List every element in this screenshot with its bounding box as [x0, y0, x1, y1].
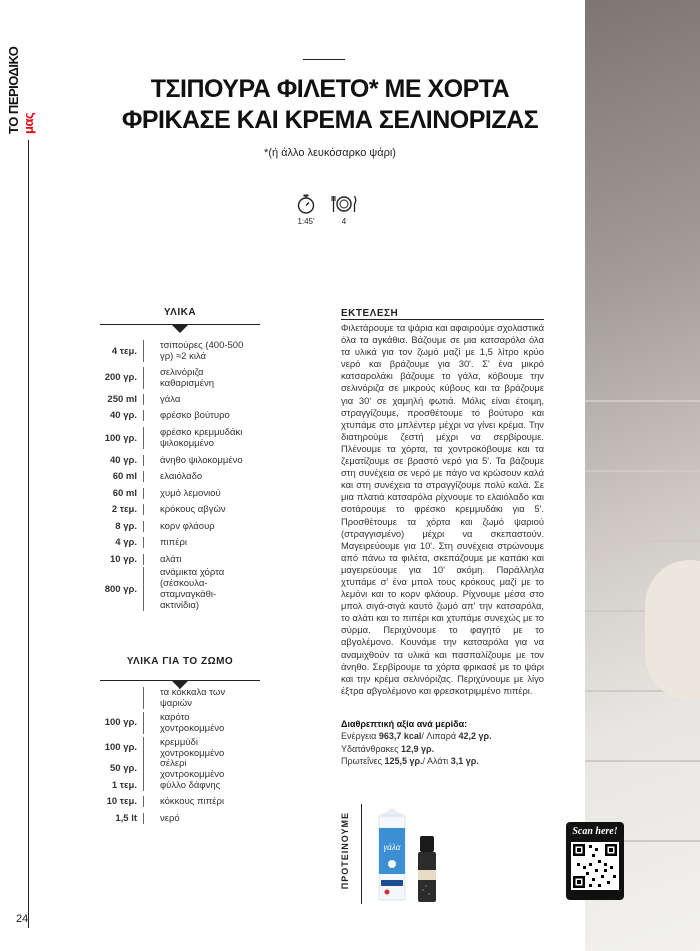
ingredients-title: ΥΛΙΚΑ — [163, 307, 197, 318]
svg-text:γάλα: γάλα — [383, 842, 401, 852]
instructions-text: Φιλετάρουμε τα ψάρια και αφαιρούμε σχολαστικά όλα τα αγκάθια. Βάζουμε σε μια κατσαρόλα όλα τα υλικά για τον ζωμό μαζί με 1,5 λίτρο κρύο νερό και βράζουμε για 30'. Σ' ένα μικρό κατσαρολάκι βάζουμε το γάλα, κόβουμε την σελινόριζα σε μικρούς κύβους και τα βράζουμε για 30' σε χαμηλή φωτιά. Μόλις είναι έτοιμη, στραγγίζουμε, προσθέτουμε το βούτυρο και χτυπάμε στο μπλέντερ μέχρι να γίνει κρέμα. Την διατηρούμε ζεστή μέχρι να σερβίρουμε. Πλένουμε τα χόρτα, τα χοντροκόβουμε και τα ζεματίζουμε σε βραστό νερό για 5'. Τα βάζουμε στη συνέχεια σε νερό με πάγο να κρώσουν καλά και στη συνέχεια τα στραγγίζουμε πολύ καλά. Σε μια πλατιά κατσαρόλα ρίχνουμε το ελαιόλαδο και σοτάρουμε το φρέσκο κρεμμυδάκι για 5'. Προσθέτουμε τα χόρτα και ζωμό ψαριού (στραγγισμένο) μέχρι να σκεπαστούν. Μαγειρεύουμε για 10'. Στη συνέχεια στρώνουμε από πάνω τα φιλέτα, σκεπάζουμε με καπάκι και μαγειρεύουμε για 10' ακόμη. Παράλληλα χτυπάμε σ' ένα μπολ τους κρόκους μαζί με το λεμόνι και το κορν φλάουρ. Ρίχνουμε μέσα στο μπολ σιγά-σιγά καυτό ζωμό απ' την κατσαρόλα, το αλάτι και το πιπέρι και χτυπάμε συνεχώς με το σύρμα. Περιχύνουμε το φαγητό με το αβγολέμονο. Κουνάμε την κατσαρόλα για να αναμιχθούν τα υλικά και πασπαλίζουμε με τον άνηθο. Σερβίρουμε τα χόρτα φρικασέ με το ψάρι και την κρέμα σελινόριζας. Περιχύνουμε με λίγο έξτρα αβγολέμονο και φρεσκοτριμμένο πιπέρι. — [341, 322, 544, 696]
brand-name: ΤΟ ΠΕΡΙΟΔΙΚΟ — [6, 46, 21, 134]
ingredient-row — [100, 793, 270, 810]
milk-carton-image[interactable] — [375, 806, 409, 902]
ingredient-row — [100, 424, 270, 452]
ingredient-qty: 200 γρ. — [104, 372, 137, 383]
ingredient-name: καρότο χοντροκομμένο — [143, 712, 246, 734]
ingredient-qty: 4 γρ. — [115, 537, 137, 548]
ingredient-name: κορν φλάουρ — [143, 521, 246, 532]
ingredient-qty: 8 γρ. — [115, 520, 137, 532]
ingredient-name: πιπέρι — [143, 537, 246, 548]
nutrition-line: Ενέργεια 963,7 kcal/ Λιπαρά 42,2 γρ. — [341, 731, 492, 742]
left-margin-rule — [28, 140, 29, 928]
title-line-1: ΤΣΙΠΟΥΡΑ ΦΙΛΕΤΟ* ΜΕ ΧΟΡΤΑ — [150, 75, 510, 103]
recipe-title — [110, 74, 550, 136]
stock-title: ΥΛΙΚΑ ΓΙΑ ΤΟ ΖΩΜΟ — [126, 656, 234, 667]
food-photo — [585, 0, 700, 951]
ingredient-name: άνηθο ψιλοκομμένο — [143, 455, 246, 466]
ingredient-qty: 1,5 lt — [115, 812, 137, 824]
ingredient-qty: 100 γρ. — [104, 432, 137, 444]
ingredients-list — [100, 338, 270, 611]
ingredient-qty: 10 τεμ. — [106, 796, 137, 807]
wood-plank-line — [585, 470, 700, 472]
ingredient-qty: 100 γρ. — [104, 717, 137, 728]
ingredient-qty: 40 γρ. — [109, 410, 137, 421]
ingredient-row — [100, 777, 270, 793]
ingredient-row — [100, 810, 270, 826]
page-number: 24 — [16, 913, 29, 925]
instructions-rule — [341, 319, 544, 320]
wood-plank-line — [585, 540, 700, 542]
ingredient-name: κρεμμύδι χοντροκομμένο — [143, 737, 246, 759]
ingredient-name: τσιπούρες (400-500 γρ) ≈2 κιλά — [143, 340, 246, 362]
ingredient-qty: 250 ml — [107, 393, 137, 405]
ingredient-row — [100, 501, 270, 518]
ingredient-name: σέλερι χοντροκομμένο — [143, 758, 246, 780]
ingredient-row — [100, 468, 270, 485]
ingredient-row — [100, 686, 270, 710]
qr-code-icon — [571, 842, 619, 890]
pepper-grinder-image[interactable] — [416, 836, 438, 902]
ingredient-qty: 10 γρ. — [109, 553, 137, 565]
ingredient-name: σελινόριζα καθαρισμένη — [143, 367, 246, 389]
ingredient-row — [100, 518, 270, 534]
ingredient-row — [100, 567, 270, 611]
title-line-2: ΦΡΙΚΑΣΕ ΚΑΙ ΚΡΕΜΑ ΣΕΛΙΝΟΡΙΖΑΣ — [121, 106, 539, 134]
qr-label: Scan here! — [572, 826, 618, 837]
servings-count: 4 — [341, 217, 347, 226]
ingredient-name: κόκκους πιπέρι — [143, 796, 246, 807]
instructions-title: ΕΚΤΕΛΕΣΗ — [341, 308, 399, 319]
ingredient-name: τα κόκκαλα των ψαριών — [143, 687, 246, 709]
ingredient-qty: 50 γρ. — [109, 763, 137, 774]
ingredient-row — [100, 534, 270, 551]
ingredient-row — [100, 391, 270, 407]
ingredient-name: νερό — [143, 813, 246, 824]
prep-time: 1:45' — [297, 217, 315, 226]
ingredient-row — [100, 407, 270, 424]
nutrition-line: Υδατάνθρακες 12,9 γρ. — [341, 743, 435, 754]
promo-label: ΠΡΟΤΕΙΝΟΥΜΕ — [340, 812, 350, 890]
stock-header — [100, 656, 260, 689]
recipe-meta — [293, 193, 363, 233]
ingredient-name: φρέσκο βούτυρο — [143, 410, 246, 421]
ingredient-row — [100, 551, 270, 567]
magazine-brand — [4, 24, 36, 134]
ingredient-qty: 800 γρ. — [104, 583, 137, 595]
stock-list — [100, 686, 270, 826]
plate-cutlery-icon — [331, 193, 357, 215]
ingredient-row — [100, 710, 270, 735]
stopwatch-icon — [295, 193, 317, 215]
nutrition-line: Πρωτεΐνες 125,5 γρ./ Αλάτι 3,1 γρ. — [341, 756, 479, 767]
ingredient-name: φρέσκο κρεμμυδάκι ψιλοκομμένο — [143, 427, 246, 449]
ingredient-name: γάλα — [143, 394, 246, 405]
nutrition-info — [341, 718, 551, 768]
ingredient-name: ανάμικτα χόρτα (σέσκουλα-σταμναγκάθι-ακτινίδια) — [143, 567, 246, 611]
recipe-subtitle: *(ή άλλο λευκόσαρκο ψάρι) — [264, 147, 396, 159]
ingredient-row — [100, 338, 270, 364]
brand-text — [6, 32, 36, 134]
ingredient-row — [100, 735, 270, 760]
promo-rule — [361, 804, 362, 904]
ingredient-name: κρόκους αβγών — [143, 504, 246, 515]
ingredient-name: αλάτι — [143, 554, 246, 565]
ingredient-row — [100, 364, 270, 391]
down-arrow-icon — [172, 325, 188, 333]
ingredient-name: ελαιόλαδο — [143, 471, 246, 482]
ingredient-row — [100, 757, 270, 780]
ingredient-qty: 60 ml — [112, 471, 137, 482]
ingredient-qty: 4 τεμ. — [111, 345, 137, 357]
ingredient-row — [100, 452, 270, 468]
dough-shape — [645, 560, 700, 700]
title-rule — [303, 59, 345, 60]
ingredient-qty: 1 τεμ. — [111, 779, 137, 791]
ingredient-qty: 60 ml — [112, 487, 137, 499]
ingredients-header — [100, 307, 260, 333]
ingredient-row — [100, 485, 270, 501]
ingredient-qty: 100 γρ. — [104, 742, 137, 753]
qr-code-block[interactable] — [566, 822, 624, 900]
ingredient-qty: 40 γρ. — [109, 454, 137, 466]
nutrition-title: Διαθρεπτική αξία ανά μερίδα: — [341, 719, 468, 729]
wood-plank-line — [585, 760, 700, 762]
ingredient-name: χυμό λεμονιού — [143, 488, 246, 499]
wood-plank-line — [585, 400, 700, 402]
ingredient-qty: 2 τεμ. — [111, 504, 137, 515]
brand-name-accent: μας — [21, 112, 36, 134]
ingredient-name: φύλλο δάφνης — [143, 780, 246, 791]
